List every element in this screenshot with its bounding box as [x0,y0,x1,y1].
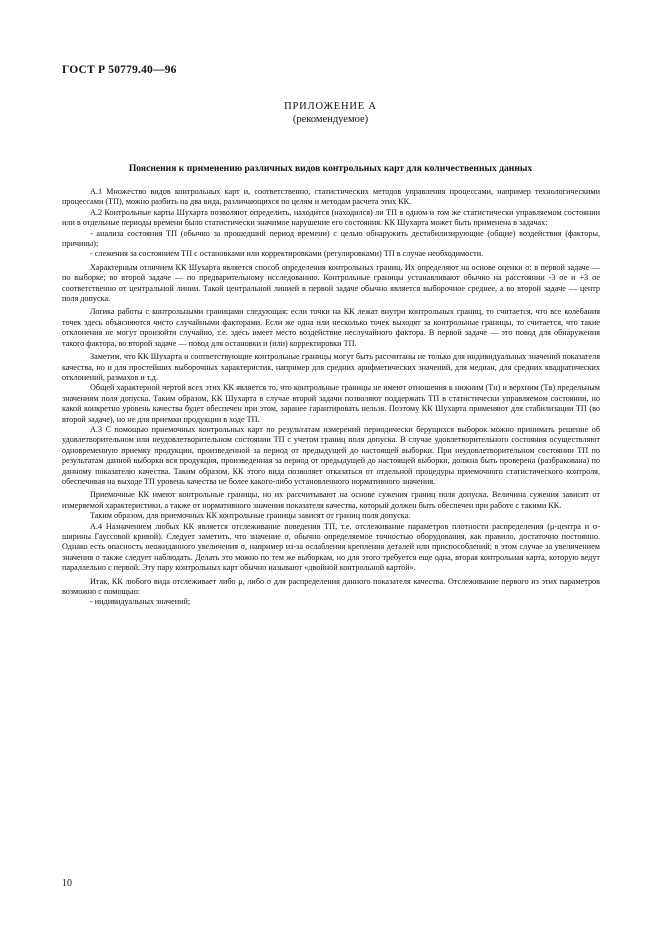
paragraph-a2: А.2 Контрольные карты Шухарта позволяют определить, находится (находился) ли ТП в одном и том же статистически управляемом состоянии или в отдельные периоды времени было статистически значимое нарушение его состояния. КК Шухарта может быть применена в задачах: [62,207,600,228]
paragraph-conclusion: Таким образом, для приемочных КК контрольные границы зависят от границ поля допуска. [90,511,411,521]
body-text [62,187,600,608]
appendix-title: ПРИЛОЖЕНИЕ А [284,101,377,112]
section-heading: Пояснения к применению различных видов контрольных карт для количественных данных [128,163,533,174]
appendix-subtitle: (рекомендуемое) [292,114,369,125]
standard-number: ГОСТ Р 50779.40—96 [62,64,177,76]
paragraph-distinction: Характерным отличием КК Шухарта является способ определения контрольных границ. Их определяют на основе оценки σ: в первой задаче — по выборке; во второй задаче — по предварительному исследованию. Контрольные границы устанавливают обычно на расстоянии -3 σe и +3 σe соответственно от центральной линии. Такой центральной линией в первой задаче обычно является выборочное среднее, а во второй задаче — центр поля допуска. [62,262,600,304]
list-item-tracking: - слежения за состоянием ТП с остановками или корректировками (регулировками) ТП в случае необходимости. [90,249,484,259]
list-item-individual-values: - индивидуальных значений; [90,597,191,607]
paragraph-a1: А.1 Множество видов контрольных карт и, соответственно, статистических методов управления процессами, например технологическими процессами (ТП), можно разбить на два вида, различающихся по целям и методам расчета этих КК. [62,187,600,207]
appendix-header [0,100,661,126]
paragraph-common-feature: Общей характерной чертой всех этих КК является то, что контрольные границы не имеют отношения к нижним (Tн) и верхним (Tв) предельным значениям поля допуска. Таким образом, КК Шухарта в случае второй задачи позволяют поддержать ТП в статистически управляемом состоянии, но какой конкретно уровень качества будет обеспечен при этом, заранее гарантировать нельзя. Поэтому КК Шухарта применяют для стабилизации ТП (во второй задаче), но не для приемки продукции в ходе ТП. [62,383,600,424]
paragraph-a3: А.3 С помощью приемочных контрольных карт по результатам измерений периодически берущихся выборок можно принимать решение об удовлетворительном или неудовлетворительном состоянии ТП с учетом границ поля допуска. В случае удовлетворительного состояния осуществляют одновременную приемку продукции, произведенной за период от предыдущей до настоящей выборки. При неудовлетворительном состоянии ТП по результатам данной выборки вся продукция, произведенная за период от предыдущей до настоящей выборки, должна быть проверена (разбракована) по данному показателю качества. Таким образом, КК этого вида позволяет отказаться от отдельной процедуры приемочного статистического контроля, обеспечивая на выходе ТП уровень качества не более какого-либо установленного нормативного значения. [62,424,600,486]
paragraph-acceptance-limits: Приемочные КК имеют контрольные границы, но их рассчитывают на основе сужения границ поля допуска. Величина сужения зависит от измеряемой характеристики, а также от нормативного значения показателя качества, который должен быть обеспечен при работе с такими КК. [62,490,600,510]
list-item-analysis: - анализа состояния ТП (обычно за прошедший период времени) с целью обнаружить дестабилизирующие (общие) воздействия (факторы, причины); [62,228,600,249]
paragraph-logic: Логика работы с контрольными границами следующая: если точки на КК лежат внутри контрольных границ, то считается, что все колебания точек здесь объясняются чисто случайными факторами. Если же одна или несколько точек выходят за контрольные границы, то считается, что такие отклонения не могут произойти случайно, т.е. здесь имеет место воздействие неслучайного фактора. В первой задаче — это повод для обнаружения такого фактора, во второй задаче — повод для остановки и (или) корректировки ТП. [62,307,600,348]
page-number: 10 [62,878,72,889]
paragraph-summary: Итак, КК любого вида отслеживает либо μ, либо σ для распределения данного показателя качества. Отслеживание первого из этих параметров возможно с помощью: [62,576,600,597]
paragraph-a4: А.4 Назначением любых КК является отслеживание поведения ТП, т.е. отслеживание параметров плотности распределения (μ-центра и σ-ширины Гауссовой кривой). Следует заметить, что значение σ, обычно определяемое точностью оборудования, как правило, достаточно постоянно. Однако есть опасность неожиданного увеличения σ, например из-за ослабления крепления деталей или приспособлений; в этом случае за увеличением значения σ также следует наблюдать. Делать это можно по тем же выборкам, но для этого требуется еще одна, вторая контрольная карта, которую ведут параллельно с первой. Эту пару контрольных карт обычно называют «двойной контрольной картой». [62,521,600,573]
paragraph-note: Заметим, что КК Шухарта и соответствующие контрольные границы могут быть рассчитаны не только для индивидуальных значений показателя качества, но и для простейших выборочных характеристик, например для средних арифметических значений, для медиан, для средних квадратических отклонений, размахов и т.д. [62,352,600,382]
